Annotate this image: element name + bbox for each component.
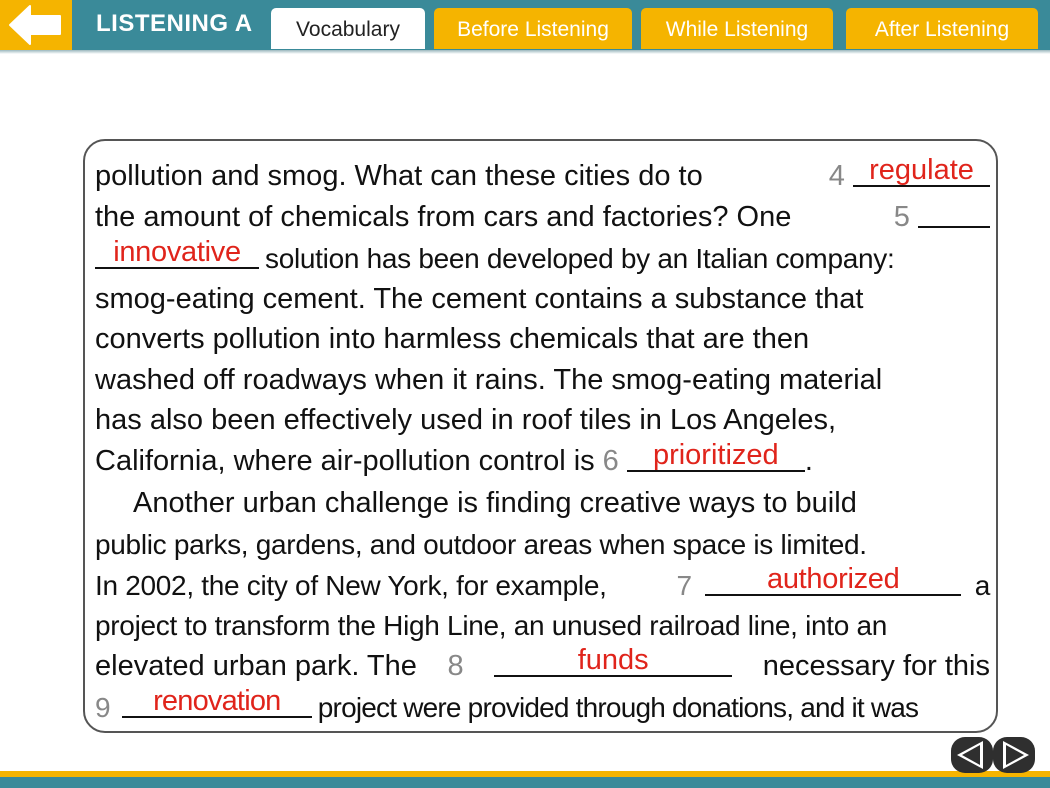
- passage-text: solution has been developed by an Italian company:: [265, 243, 895, 274]
- passage-text: washed off roadways when it rains. The smog-eating material: [95, 364, 883, 396]
- answer-blank[interactable]: [122, 686, 312, 718]
- passage-line-1: [95, 153, 990, 193]
- passage-text: necessary for this: [762, 650, 990, 682]
- passage-text: In 2002, the city of New York, for example,: [95, 570, 607, 601]
- blank-group: [829, 155, 990, 193]
- question-number: 4: [828, 160, 845, 192]
- passage-text: California, where air-pollution control is: [95, 445, 595, 477]
- tab-after-listening[interactable]: After Listening: [846, 8, 1038, 49]
- answer-blank[interactable]: [494, 645, 732, 677]
- answer-blank[interactable]: [627, 440, 805, 472]
- top-bar-shadow: [0, 50, 1050, 54]
- passage-text: has also been effectively used in roof tiles in Los Angeles,: [95, 404, 837, 436]
- previous-button[interactable]: [951, 737, 993, 778]
- answer-text: prioritized: [652, 439, 779, 471]
- answer-text: funds: [577, 644, 649, 676]
- passage-line-14: [95, 684, 990, 724]
- answer-blank[interactable]: [95, 237, 259, 269]
- answer-text: renovation: [153, 685, 281, 717]
- answer-blank[interactable]: [853, 155, 990, 187]
- passage-text: pollution and smog. What can these cities do to: [95, 160, 703, 192]
- passage-text: elevated urban park. The: [95, 650, 417, 682]
- next-button[interactable]: [993, 737, 1035, 778]
- passage-line-11: [95, 562, 990, 602]
- tab-while-listening[interactable]: While Listening: [641, 8, 833, 49]
- answer-text: innovative: [113, 236, 241, 268]
- passage-text: smog-eating cement. The cement contains a substance that: [95, 283, 864, 315]
- passage-text: project were provided through donations, and it was: [317, 692, 919, 723]
- section-title: LISTENING A: [96, 10, 253, 37]
- question-number: 6: [602, 445, 619, 477]
- answer-text: authorized: [767, 563, 900, 595]
- passage-line-12: [95, 602, 990, 642]
- blank-group: [676, 564, 990, 602]
- answer-blank[interactable]: [918, 196, 990, 228]
- passage-text: public parks, gardens, and outdoor areas when space is limited.: [95, 529, 867, 560]
- answer-text: regulate: [869, 154, 974, 186]
- passage-line-2: [95, 194, 990, 234]
- passage-line-10: [95, 521, 990, 561]
- passage-text: .: [804, 445, 813, 477]
- passage-text: Another urban challenge is finding creative ways to build: [133, 487, 857, 519]
- passage-line-5: [95, 316, 990, 356]
- back-button[interactable]: [0, 0, 72, 50]
- tab-vocabulary[interactable]: Vocabulary: [271, 8, 425, 49]
- question-number: 8: [447, 650, 464, 682]
- arrow-left-icon: [8, 4, 64, 46]
- triangle-right-icon: [993, 737, 1035, 773]
- footer-bar: [0, 777, 1050, 788]
- passage-box: [83, 139, 998, 733]
- passage-text: a: [974, 570, 990, 601]
- tab-before-listening[interactable]: Before Listening: [434, 8, 632, 49]
- passage-text: project to transform the High Line, an unused railroad line, into an: [95, 610, 888, 641]
- passage-line-4: [95, 276, 990, 316]
- answer-blank[interactable]: [705, 564, 961, 596]
- triangle-left-icon: [951, 737, 993, 773]
- passage-line-9: [95, 480, 990, 520]
- passage-line-7: [95, 397, 990, 437]
- question-number: 7: [676, 570, 692, 601]
- question-number: 9: [95, 692, 110, 723]
- passage-line-3: [95, 235, 990, 275]
- passage-line-8: [95, 438, 990, 478]
- passage-line-13: [95, 643, 990, 683]
- passage-line-6: [95, 357, 990, 397]
- passage-text: the amount of chemicals from cars and factories? One: [95, 201, 792, 233]
- passage-text: converts pollution into harmless chemicals that are then: [95, 323, 810, 355]
- question-number: 5: [893, 201, 910, 233]
- blank-group: [894, 196, 990, 234]
